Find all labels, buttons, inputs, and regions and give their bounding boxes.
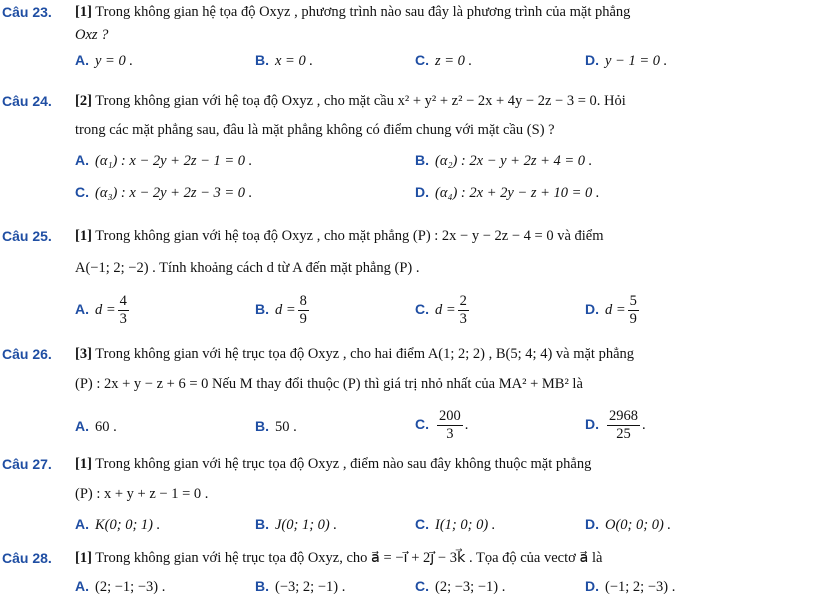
question-text — [75, 456, 812, 473]
option-d[interactable]: D. (−1; 2; −3) . — [585, 578, 676, 595]
difficulty-level: [1] — [75, 550, 92, 566]
option-c[interactable]: C. z = 0 . — [415, 52, 473, 69]
option-a[interactable]: A. 60 . — [75, 418, 117, 435]
question-line-2: (P) : 2x + y − z + 6 = 0 Nếu M thay đổi thuộc (P) thì giá trị nhỏ nhất của MA² + MB² là — [75, 376, 583, 392]
question-line-1: Trong không gian với hệ toạ độ Oxyz , cho mặt phẳng (P) : 2x − y − 2z − 4 = 0 và điểm — [95, 228, 604, 244]
option-b[interactable]: B. d = $\frac{8}{9}$ — [255, 293, 307, 327]
option-b[interactable]: B. x = 0 . — [255, 52, 313, 69]
difficulty-level: [2] — [75, 93, 92, 109]
question-text — [75, 228, 812, 245]
question-line-2: A(−1; 2; −2) . Tính khoảng cách d từ A đến mặt phẳng (P) . — [75, 260, 420, 276]
question-text — [75, 93, 812, 110]
option-b[interactable]: B. 50 . — [255, 418, 297, 435]
question-line-2: (P) : x + y + z − 1 = 0 . — [75, 486, 209, 502]
option-d[interactable]: D. O(0; 0; 0) . — [585, 516, 672, 533]
option-c[interactable]: C. $\frac{200}{3}$ . — [415, 408, 469, 442]
question-text — [75, 550, 812, 567]
difficulty-level: [1] — [75, 456, 92, 472]
question-number: Câu 28. — [2, 550, 52, 566]
question-line-1: Trong không gian với hệ trục tọa độ Oxyz , cho hai điểm A(1; 2; 2) , B(5; 4; 4) và mặt phẳng — [95, 346, 635, 362]
question-line-2: trong các mặt phẳng sau, đâu là mặt phẳng không có điểm chung với mặt cầu (S) ? — [75, 122, 555, 138]
question-line-1: Trong không gian với hệ trục tọa độ Oxyz, cho a⃗ = −i⃗ + 2j⃗ − 3k⃗ . Tọa độ của vectơ a⃗ là — [95, 550, 603, 566]
option-c[interactable]: C. (2; −3; −1) . — [415, 578, 506, 595]
question-line-1: Trong không gian với hệ toạ độ Oxyz , cho mặt cầu x² + y² + z² − 2x + 4y − 2z − 3 = 0. Hỏi — [95, 93, 626, 109]
option-b[interactable]: B. (α₂) : 2x − y + 2z + 4 = 0 . — [415, 152, 593, 169]
question-line-1: Trong không gian hệ tọa độ Oxyz , phương trình nào sau đây là phương trình của mặt phẳng — [95, 4, 631, 20]
option-a[interactable]: A. y = 0 . — [75, 52, 133, 69]
fraction: $\frac{5}{9}$ — [629, 293, 637, 327]
question-number: Câu 23. — [2, 4, 52, 20]
difficulty-level: [1] — [75, 4, 92, 20]
question-text — [75, 346, 812, 363]
option-a[interactable]: A. (2; −1; −3) . — [75, 578, 166, 595]
option-c[interactable]: C. (α₃) : x − 2y + 2z − 3 = 0 . — [75, 184, 253, 201]
option-d[interactable]: D. y − 1 = 0 . — [585, 52, 668, 69]
fraction: $\frac{8}{9}$ — [299, 293, 307, 327]
question-text — [75, 4, 812, 21]
option-b[interactable]: B. J(0; 1; 0) . — [255, 516, 338, 533]
option-c[interactable]: C. I(1; 0; 0) . — [415, 516, 496, 533]
difficulty-level: [3] — [75, 346, 92, 362]
option-d[interactable]: D. $\frac{2968}{25}$ . — [585, 408, 646, 442]
option-a[interactable]: A. K(0; 0; 1) . — [75, 516, 161, 533]
question-number: Câu 27. — [2, 456, 52, 472]
fraction: $\frac{200}{3}$ — [439, 408, 461, 442]
option-a[interactable]: A. d = $\frac{4}{3}$ — [75, 293, 127, 327]
option-d[interactable]: D. (α₄) : 2x + 2y − z + 10 = 0 . — [415, 184, 600, 201]
question-number: Câu 24. — [2, 93, 52, 109]
option-a[interactable]: A. (α₁) : x − 2y + 2z − 1 = 0 . — [75, 152, 253, 169]
option-c[interactable]: C. d = $\frac{2}{3}$ — [415, 293, 467, 327]
fraction: $\frac{2}{3}$ — [459, 293, 467, 327]
question-line-2: Oxz ? — [75, 27, 109, 43]
question-number: Câu 26. — [2, 346, 52, 362]
question-number: Câu 25. — [2, 228, 52, 244]
question-line-1: Trong không gian với hệ trục tọa độ Oxyz , điểm nào sau đây không thuộc mặt phẳng — [95, 456, 592, 472]
option-b[interactable]: B. (−3; 2; −1) . — [255, 578, 346, 595]
fraction: $\frac{2968}{25}$ — [609, 408, 638, 442]
difficulty-level: [1] — [75, 228, 92, 244]
option-d[interactable]: D. d = $\frac{5}{9}$ — [585, 293, 637, 327]
fraction: $\frac{4}{3}$ — [119, 293, 127, 327]
